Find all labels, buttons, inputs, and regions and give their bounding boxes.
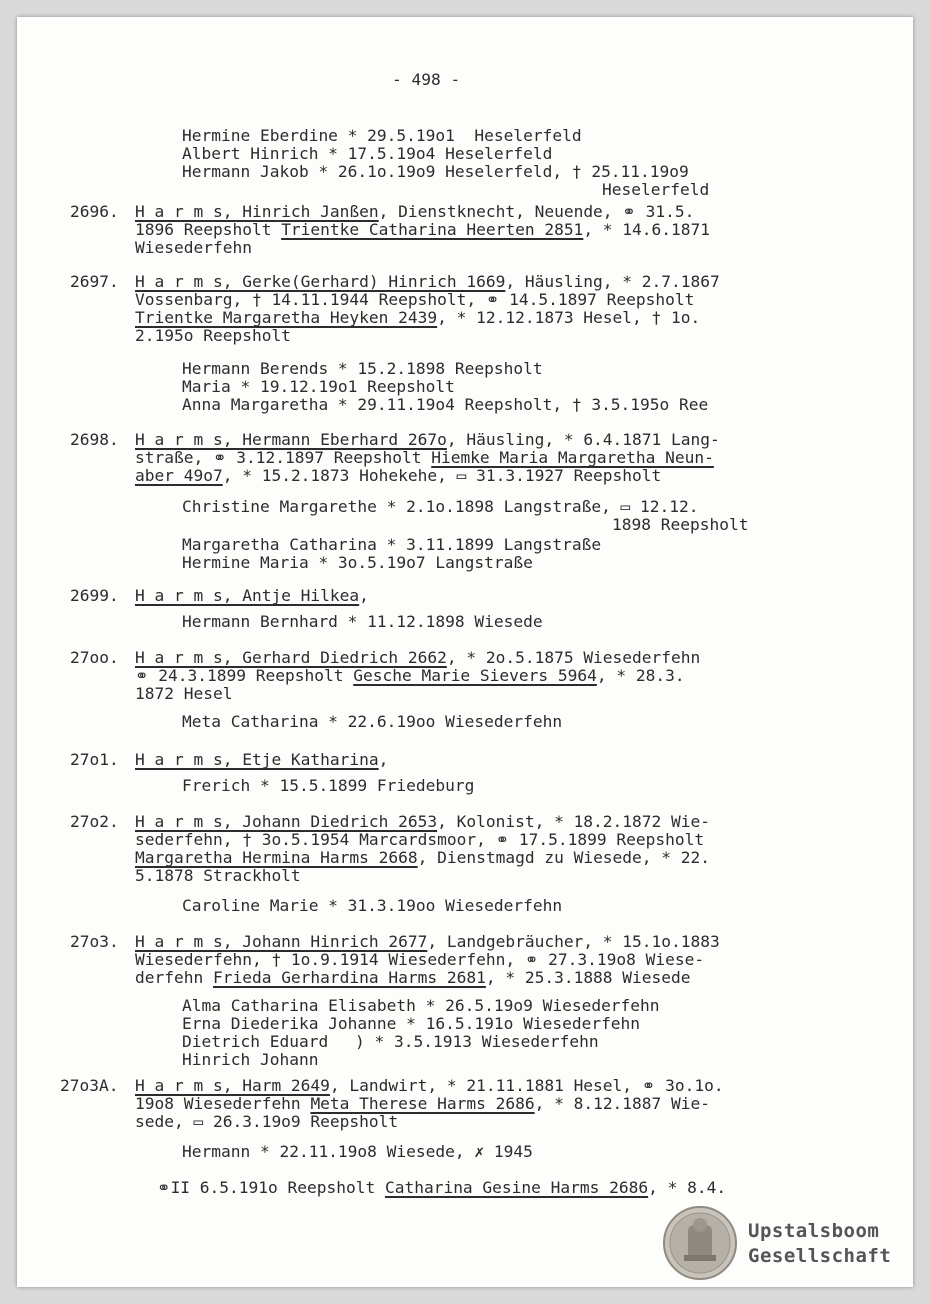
page-number: - 498 -: [392, 70, 461, 89]
underlined-name: Trientke Catharina Heerten 2851: [281, 220, 584, 239]
entry-line: [135, 239, 252, 257]
entry-line: [135, 587, 369, 605]
child-line: Anna Margaretha * 29.11.19o4 Reepsholt, † 3.5.195o Ree: [182, 395, 709, 414]
entry-line: [135, 291, 694, 309]
child-line: Margaretha Catharina * 3.11.1899 Langstraße: [182, 535, 602, 554]
entry-line: [135, 751, 388, 769]
entry-text: , Dienstknecht, Neuende, ⚭ 31.5.: [378, 202, 695, 221]
entry-line: [135, 221, 710, 239]
entry-number: 27o3.: [70, 932, 119, 951]
entry-line: [135, 1077, 724, 1095]
entry-text: , Häusling, * 6.4.1871 Lang-: [446, 430, 720, 449]
document-page: [17, 17, 913, 1287]
entry-text: , * 2o.5.1875 Wiesederfehn: [446, 648, 701, 667]
entry-line: [135, 667, 685, 685]
underlined-name: H a r m s, Hermann Eberhard 267o: [135, 430, 447, 449]
entry-text: , Landwirt, * 21.11.1881 Hesel, ⚭ 3o.1o.: [329, 1076, 724, 1095]
underlined-name: Margaretha Hermina Harms 2668: [135, 848, 418, 867]
intro-line: Albert Hinrich * 17.5.19o4 Heselerfeld: [182, 144, 553, 163]
entry-text: ,: [378, 750, 389, 769]
underlined-name: Meta Therese Harms 2686: [310, 1094, 535, 1113]
intro-line: Hermine Eberdine * 29.5.19o1 Heselerfeld: [182, 126, 582, 145]
entry-number: 27oo.: [70, 648, 119, 667]
entry-line: [135, 685, 232, 703]
entry-text: Wiesederfehn, † 1o.9.1914 Wiesederfehn, ⚭ 27.3.19o8 Wiese-: [135, 950, 705, 969]
entry-text: 1896 Reepsholt: [135, 220, 282, 239]
entry-line: [135, 309, 700, 327]
entry-text: 1872 Hesel: [135, 684, 233, 703]
entry-number: 2699.: [70, 586, 119, 605]
entry-line: [135, 951, 704, 969]
intro-line: Hermann Jakob * 26.1o.19o9 Heselerfeld, † 25.11.19o9: [182, 162, 689, 181]
entry-text: , * 8.4.: [648, 1178, 727, 1197]
entry-line: [135, 813, 710, 831]
entry-number: 27o1.: [70, 750, 119, 769]
underlined-name: Hiemke Maria Margaretha Neun-: [431, 448, 714, 467]
remarriage-line: [157, 1179, 726, 1197]
entry-number: 2698.: [70, 430, 119, 449]
child-line: 1898 Reepsholt: [612, 515, 749, 534]
child-line: Christine Margarethe * 2.1o.1898 Langstraße, ▭ 12.12.: [182, 497, 699, 516]
entry-text: , * 25.3.1888 Wiesede: [485, 968, 691, 987]
underlined-name: Frieda Gerhardina Harms 2681: [212, 968, 486, 987]
entry-line: [135, 467, 661, 485]
underlined-name: H a r m s, Harm 2649: [135, 1076, 330, 1095]
seal-icon: [662, 1203, 742, 1283]
entry-text: straße, ⚭ 3.12.1897 Reepsholt: [135, 448, 432, 467]
entry-text: ⚭ 24.3.1899 Reepsholt: [135, 666, 354, 685]
entry-text: , * 28.3.: [596, 666, 685, 685]
underlined-name: H a r m s, Hinrich Janßen: [135, 202, 379, 221]
entry-text: , * 14.6.1871: [583, 220, 711, 239]
child-line: Maria * 19.12.19o1 Reepsholt: [182, 377, 455, 396]
entry-line: [135, 649, 700, 667]
entry-line: [135, 273, 720, 291]
logo-text-line2: Gesellschaft: [748, 1245, 892, 1267]
child-line: Hermine Maria * 3o.5.19o7 Langstraße: [182, 553, 533, 572]
entry-number: 27o2.: [70, 812, 119, 831]
entry-line: [135, 969, 691, 987]
child-line: Hermann * 22.11.19o8 Wiesede, ✗ 1945: [182, 1142, 533, 1161]
entry-line: [135, 203, 694, 221]
entry-line: [135, 933, 720, 951]
underlined-name: H a r m s, Gerhard Diedrich 2662: [135, 648, 447, 667]
child-line: Meta Catharina * 22.6.19oo Wiesederfehn: [182, 712, 563, 731]
entry-text: Wiesederfehn: [135, 238, 252, 257]
entry-line: [135, 849, 710, 867]
entry-text: , Kolonist, * 18.2.1872 Wie-: [437, 812, 711, 831]
child-line: Hermann Berends * 15.2.1898 Reepsholt: [182, 359, 543, 378]
entry-text: 2.195o Reepsholt: [135, 326, 291, 345]
entry-text: sede, ▭ 26.3.19o9 Reepsholt: [135, 1112, 399, 1131]
underlined-name: Gesche Marie Sievers 5964: [353, 666, 597, 685]
entry-text: , * 8.12.1887 Wie-: [534, 1094, 711, 1113]
child-line: Hinrich Johann: [182, 1050, 319, 1069]
child-line: ) * 3.5.1913 Wiesederfehn: [355, 1032, 599, 1051]
child-line: Alma Catharina Elisabeth * 26.5.19o9 Wiesederfehn: [182, 996, 660, 1015]
intro-line: Heselerfeld: [602, 180, 710, 199]
child-line: Erna Diederika Johanne * 16.5.191o Wiesederfehn: [182, 1014, 641, 1033]
logo-text-line1: Upstalsboom: [748, 1220, 880, 1242]
underlined-name: Catharina Gesine Harms 2686: [384, 1178, 649, 1197]
underlined-name: H a r m s, Antje Hilkea: [135, 586, 360, 605]
entry-number: 27o3A.: [60, 1076, 119, 1095]
entry-line: [135, 449, 714, 467]
underlined-name: H a r m s, Gerke(Gerhard) Hinrich 1669: [135, 272, 506, 291]
entry-line: [135, 327, 291, 345]
entry-line: [135, 831, 704, 849]
entry-line: [135, 1113, 398, 1131]
underlined-name: H a r m s, Etje Katharina: [135, 750, 379, 769]
entry-line: [135, 867, 301, 885]
entry-number: 2697.: [70, 272, 119, 291]
entry-text: derfehn: [135, 968, 213, 987]
entry-text: , * 15.2.1873 Hohekehe, ▭ 31.3.1927 Reepsholt: [222, 466, 662, 485]
entry-text: Vossenbarg, † 14.11.1944 Reepsholt, ⚭ 14.5.1897 Reepsholt: [135, 290, 695, 309]
society-logo: [662, 1203, 912, 1283]
underlined-name: H a r m s, Johann Diedrich 2653: [135, 812, 438, 831]
underlined-name: Trientke Margaretha Heyken 2439: [135, 308, 438, 327]
underlined-name: H a r m s, Johann Hinrich 2677: [135, 932, 428, 951]
child-line: Caroline Marie * 31.3.19oo Wiesederfehn: [182, 896, 563, 915]
entry-line: [135, 1095, 710, 1113]
underlined-name: aber 49o7: [135, 466, 223, 485]
entry-text: , Häusling, * 2.7.1867: [505, 272, 720, 291]
entry-text: , Dienstmagd zu Wiesede, * 22.: [417, 848, 711, 867]
entry-text: ⚭II 6.5.191o Reepsholt: [157, 1178, 385, 1197]
entry-text: ,: [359, 586, 369, 605]
child-line: Dietrich Eduard: [182, 1032, 329, 1051]
entry-text: , Landgebräucher, * 15.1o.1883: [427, 932, 720, 951]
child-line: Frerich * 15.5.1899 Friedeburg: [182, 776, 475, 795]
entry-line: [135, 431, 720, 449]
entry-text: 5.1878 Strackholt: [135, 866, 301, 885]
child-line: Hermann Bernhard * 11.12.1898 Wiesede: [182, 612, 543, 631]
entry-text: sederfehn, † 3o.5.1954 Marcardsmoor, ⚭ 17.5.1899 Reepsholt: [135, 830, 705, 849]
entry-text: , * 12.12.1873 Hesel, † 1o.: [437, 308, 701, 327]
entry-text: 19o8 Wiesederfehn: [135, 1094, 311, 1113]
entry-number: 2696.: [70, 202, 119, 221]
